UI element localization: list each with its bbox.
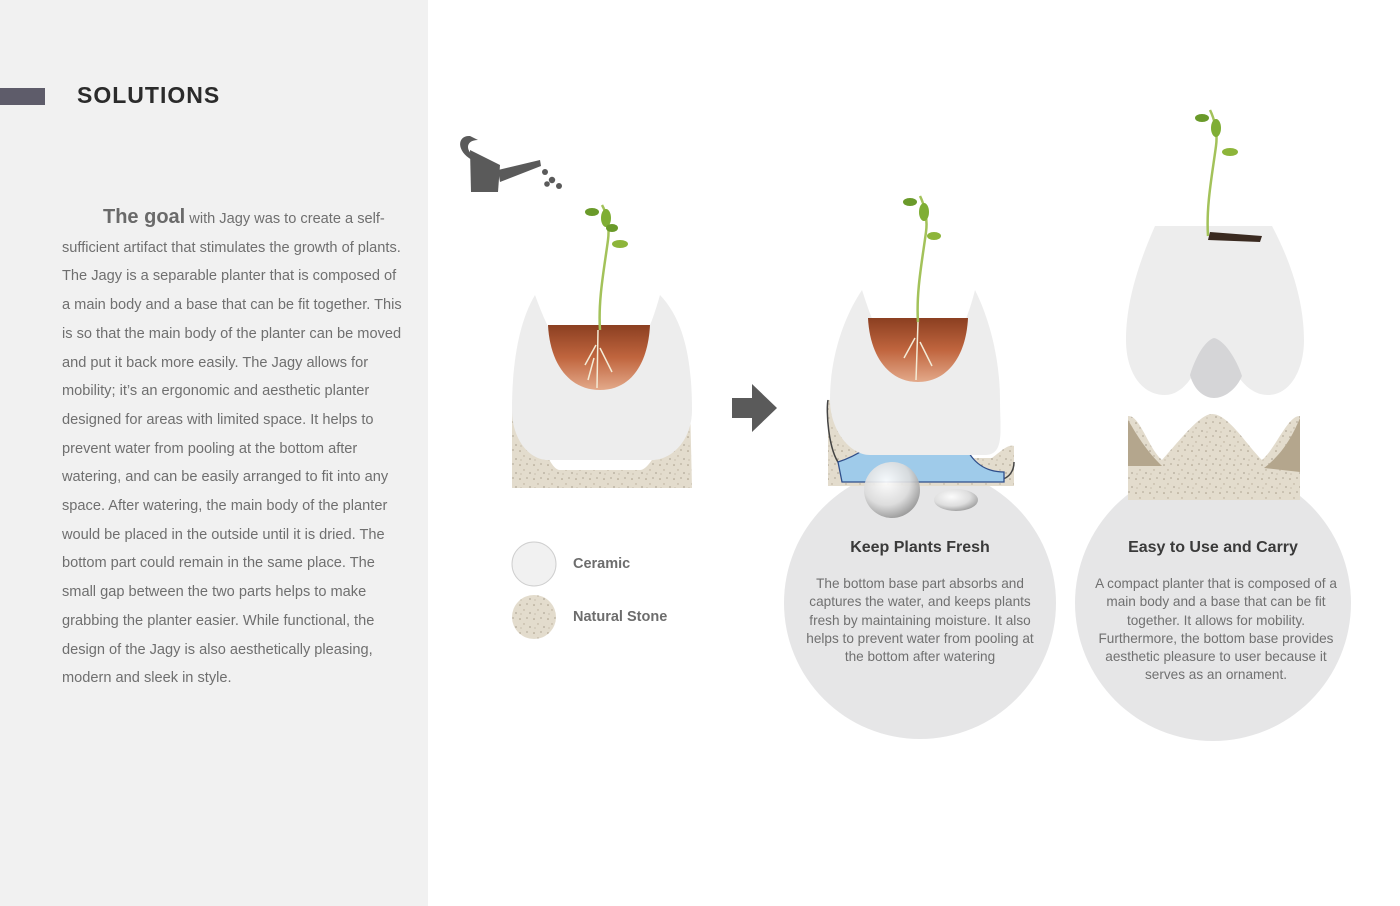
feature-title-keep-fresh: Keep Plants Fresh [850,539,990,556]
section-title: SOLUTIONS [77,82,221,108]
legend-ceramic-label: Ceramic [573,556,631,572]
feature-title-easy-carry: Easy to Use and Carry [1128,539,1298,556]
feature-body-keep-fresh: The bottom base part absorbs and captures the water, and keeps plants fresh by maintaining moisture. It also helps to prevent water from pooling at the bottom after watering [806,576,1034,665]
arrow-right-icon [732,384,777,432]
intro-lead: The goal [103,206,186,228]
planter-cross-section [512,205,692,488]
intro-text: with Jagy was to create a self-sufficient artifact that stimulates the growth of plants. The Jagy is a separable planter that is composed of a main body and a base that can be fit together. This is so that the main body of the planter can be moved and put it back more easily. The Jagy allows for mobility; it’s an ergonomic and aesthetic planter designed for areas with limited space. It helps to prevent water from pooling at the bottom after watering, and can be easily arranged to fit into any space. After watering, the main body of the planter would be placed in the outside until it is dried. The bottom part could remain in the same place. The small gap between the two parts helps to make grabbing the planter easier. While functional, the design of the Jagy is also aesthetically pleasing, modern and sleek in style. [62,211,402,687]
legend-stone-label: Natural Stone [573,609,668,625]
feature-body-easy-carry: A compact planter that is composed of a main body and a base that can be fit together. It allows for mobility. Furthermore, the bottom base provides aesthetic pleasure to user because it serves as an ornament. [1095,576,1337,683]
watering-can-icon [460,136,562,192]
natural-stone-swatch [512,595,556,639]
ceramic-swatch [512,542,556,586]
